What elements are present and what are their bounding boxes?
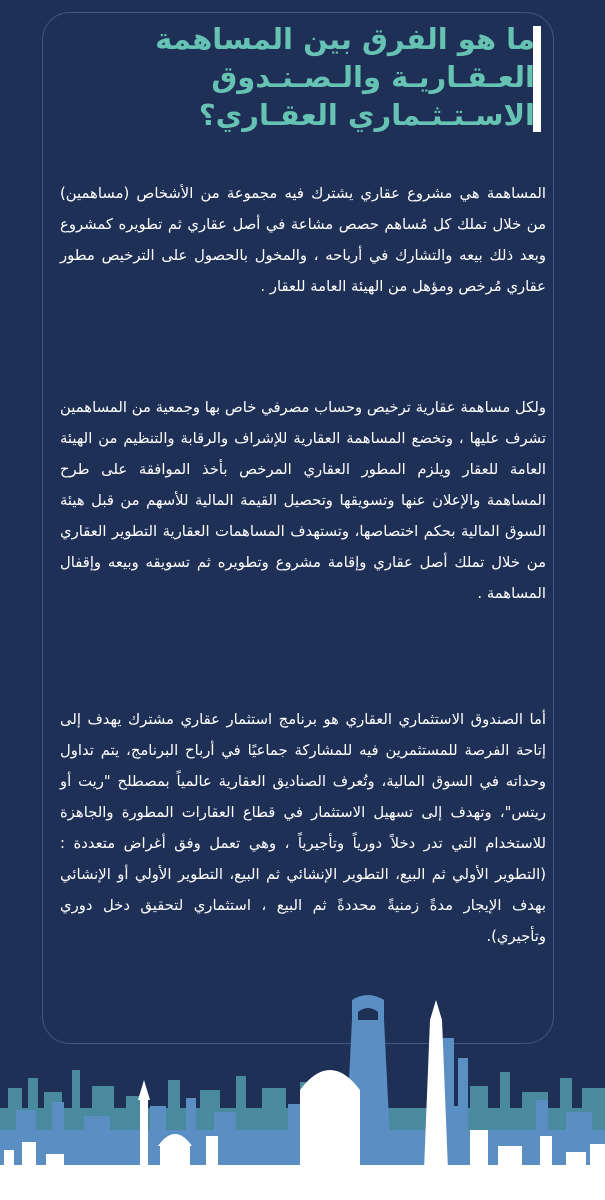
- paragraph-definition-contribution: المساهمة هي مشروع عقاري يشترك فيه مجموعة من الأشخاص (مساهمين) من خلال تملك كل مُساهم حصص مشاعة في أصل عقاري ثم تطويره كمشروع وبعد ذلك بيعه والتشارك في أرباحه ، والمخول بالحصول على الترخيص مطور عقاري مُرخص ومؤهل من الهيئة العامة للعقار .: [60, 185, 546, 295]
- paragraph-contribution-regulation: ولكل مساهمة عقارية ترخيص وحساب مصرفي خاص بها وجمعية من المساهمين تشرف عليها ، وتخضع المساهمة العقارية للإشراف والرقابة والتنظيم من الهيئة العامة للعقار ويلزم المطور العقاري المرخص بأخذ الموافقة على طرح المساهمة والإعلان عنها وتسويقها وتحصيل القيمة المالية للأسهم من قبل هيئة السوق المالية بحكم اختصاصها، وتستهدف المساهمات العقارية التطوير العقاري من خلال تملك أصل عقاري وإقامة مشروع وتطويره ثم تسويقه وبيعه وإقفال المساهمة .: [60, 399, 546, 602]
- title-line-1: ما هو الفرق بين المساهمة: [155, 22, 535, 56]
- city-skyline-illustration: [0, 960, 605, 1200]
- page-title: [55, 20, 535, 134]
- skyline-front-layer: [0, 1000, 605, 1200]
- paragraph-investment-fund: أما الصندوق الاستثماري العقاري هو برنامج استثمار عقاري مشترك يهدف إلى إتاحة الفرصة للمستثمرين فيه للمشاركة جماعيًا في أرباح البرنامج، يتم تداول وحداته في السوق المالية، وتُعرف الصناديق العقارية عالمياً بمصطلح "ريت أو ريتس"، وتهدف إلى تسهيل الاستثمار في قطاع العقارات المطورة والجاهزة للاستخدام التي تدر دخلاً دورياً وتأجيرياً ، وهي تعمل وفق أغراض متعددة : (التطوير الأولي ثم البيع، التطوير الإنشائي ثم البيع، التطوير الأولي أو الإنشائي بهدف الإيجار مدةً زمنيةً محددةً ثم البيع ، استثماري لتحقيق دخل دوري وتأجيري).: [60, 711, 546, 945]
- title-line-3: الاسـتـثـماري العقـاري؟: [198, 98, 535, 132]
- title-line-2: العـقـاريـة والـصـنـدوق: [211, 60, 535, 94]
